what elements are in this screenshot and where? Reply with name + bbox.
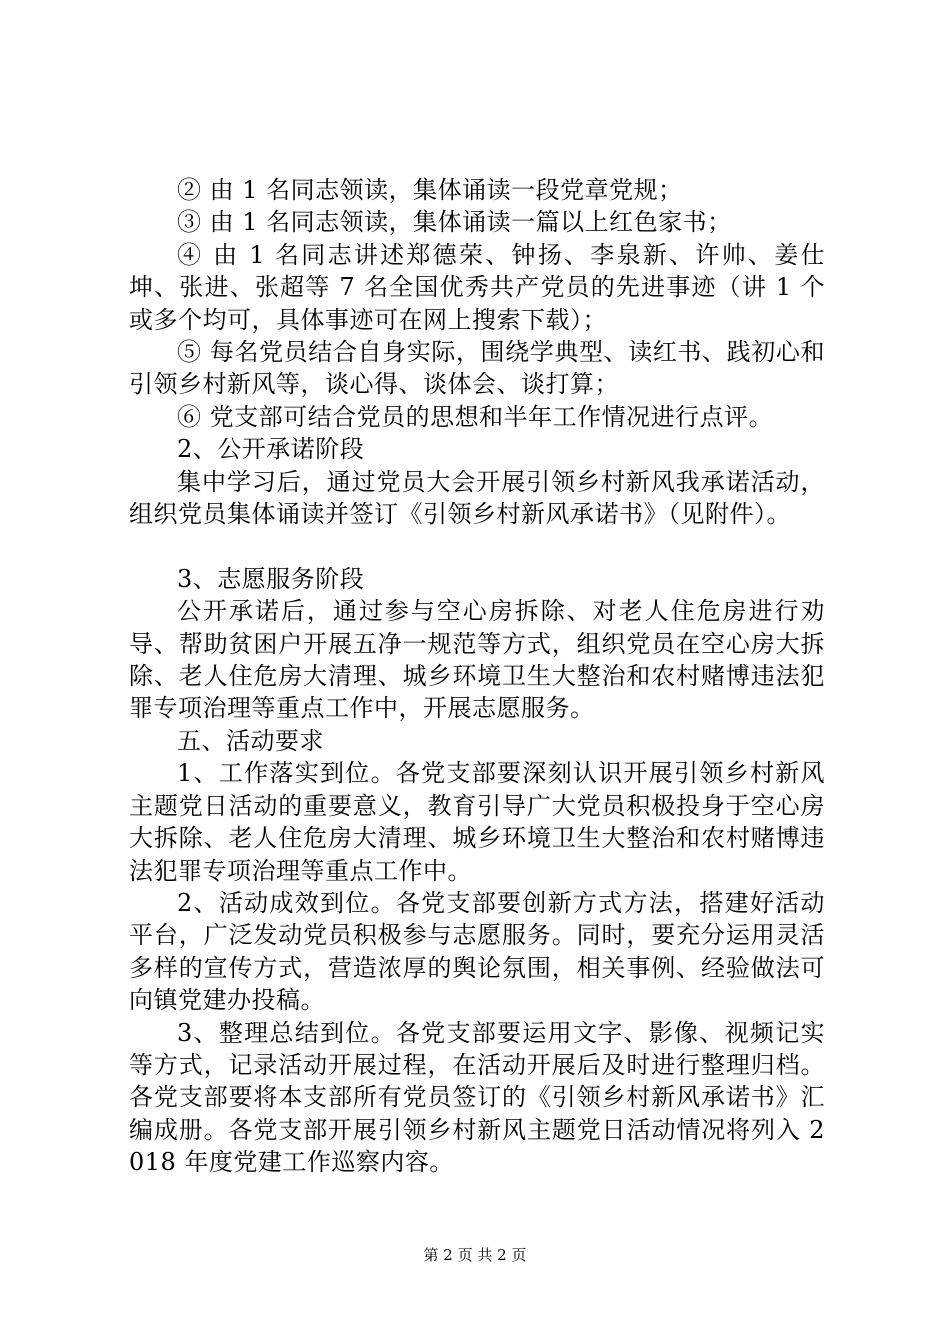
requirement-item-1: 1、工作落实到位。各党支部要深刻认识开展引领乡村新风主题党日活动的重要意义，教育引导广大党员积极投身于空心房大拆除、老人住危房大清理、城乡环境卫生大整治和农村赌博违法犯罪专项治理等重点工作中。 bbox=[129, 759, 825, 885]
page-number-footer: 第 2 页 共 2 页 bbox=[423, 1246, 527, 1264]
paragraph-volunteer: 公开承诺后，通过参与空心房拆除、对老人住危房进行劝导、帮助贫困户开展五净一规范等方式，组织党员在空心房大拆除、老人住危房大清理、城乡环境卫生大整治和农村赌博违法犯罪专项治理等重点工作中，开展志愿服务。 bbox=[129, 597, 825, 723]
paragraph-gap bbox=[129, 530, 825, 562]
section-heading-volunteer: 3、志愿服务阶段 bbox=[177, 564, 365, 593]
requirement-item-2: 2、活动成效到位。各党支部要创新方式方法，搭建好活动平台，广泛发动党员积极参与志愿服务。同时，要充分运用灵活多样的宣传方式，营造浓厚的舆论氛围，相关事例、经验做法可向镇党建办投稿。 bbox=[129, 888, 825, 1015]
list-item-4: ④ 由 1 名同志讲述郑德荣、钟扬、李泉新、许帅、姜仕坤、张进、张超等 7 名全国优秀共产党员的先进事迹（讲 1 个或多个均可，具体事迹可在网上搜索下载）； bbox=[129, 240, 825, 334]
section-heading-requirements: 五、活动要求 bbox=[177, 726, 324, 755]
paragraph-commitment: 集中学习后，通过党员大会开展引领乡村新风我承诺活动，组织党员集体诵读并签订《引领乡村新风承诺书》（见附件）。 bbox=[129, 467, 825, 529]
list-item-2: ② 由 1 名同志领读，集体诵读一段党章党规； bbox=[177, 176, 683, 204]
list-item-6: ⑥ 党支部可结合党员的思想和半年工作情况进行点评。 bbox=[177, 402, 774, 431]
list-item-3: ③ 由 1 名同志领读，集体诵读一篇以上红色家书； bbox=[177, 208, 732, 237]
section-heading-commitment: 2、公开承诺阶段 bbox=[177, 435, 365, 464]
document-body bbox=[129, 174, 825, 1179]
list-item-5: ⑤ 每名党员结合自身实际，围绕学典型、读红书、践初心和引领乡村新风等，谈心得、谈体会、谈打算； bbox=[129, 338, 825, 399]
requirement-item-3: 3、整理总结到位。各党支部要运用文字、影像、视频记实等方式，记录活动开展过程，在活动开展后及时进行整理归档。各党支部要将本支部所有党员签订的《引领乡村新风承诺书》汇编成册。各党支部开展引领乡村新风主题党日活动情况将列入 2018 年度党建工作巡察内容。 bbox=[129, 1018, 825, 1177]
